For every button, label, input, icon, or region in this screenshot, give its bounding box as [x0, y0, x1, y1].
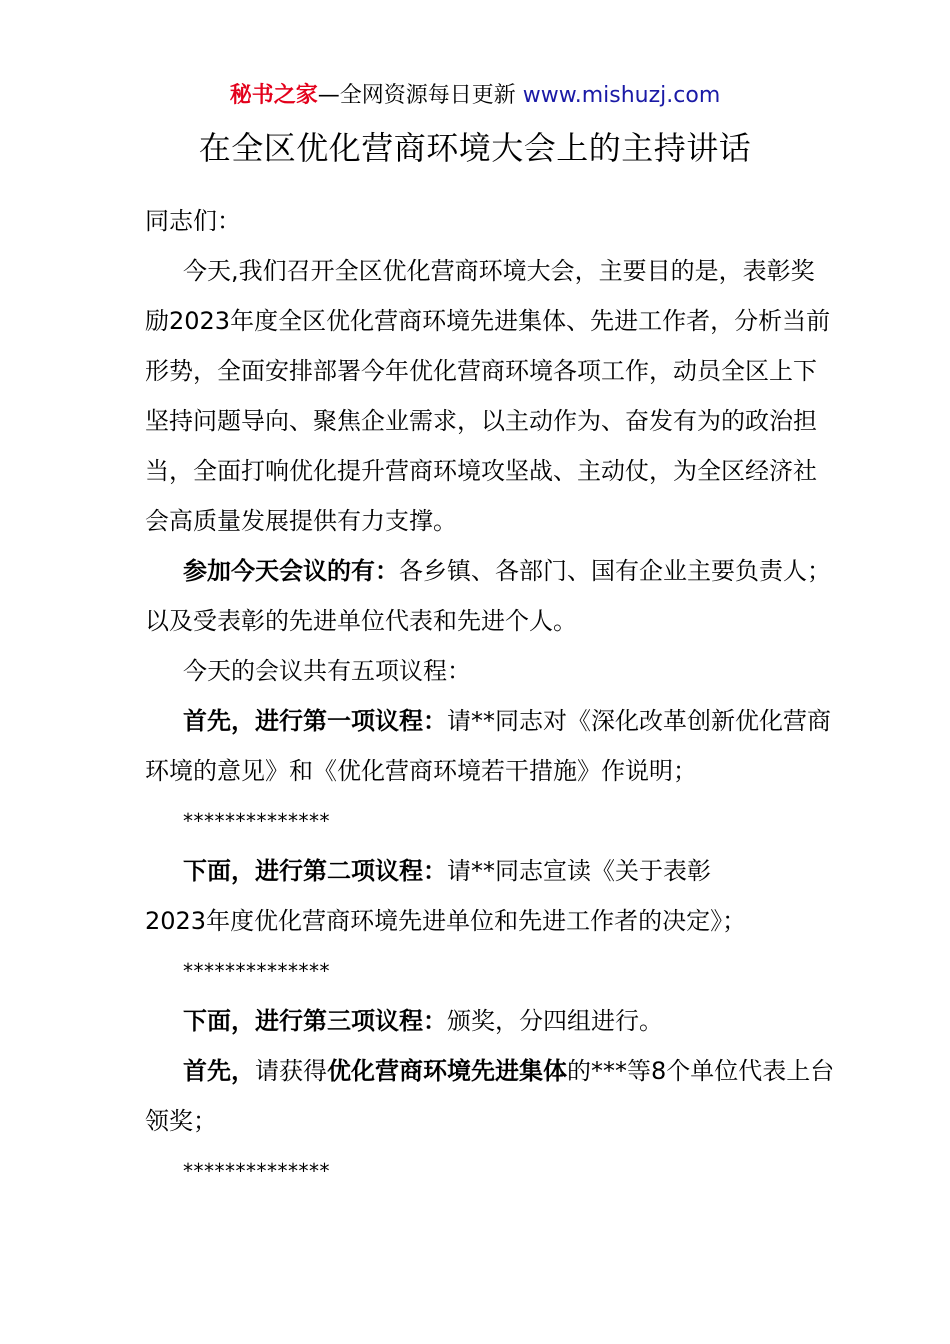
- group-1-bold: 优化营商环境先进集体: [327, 1057, 567, 1085]
- group-1-text-b: 的***等8个单位代表上台领奖；: [145, 1057, 835, 1135]
- paragraph-item-2-continued: 2023年度优化营商环境先进单位和先进工作者的决定》；: [145, 907, 747, 935]
- site-header: [0, 80, 950, 112]
- paragraph-intro: 今天,我们召开全区优化营商环境大会，主要目的是，表彰奖励2023年度全区优化营商环境先进集体、先进工作者，分析当前形势，全面安排部署今年优化营商环境各项工作，动员全区上下坚持问题导向、聚焦企业需求，以主动作为、奋发有为的政治担当，全面打响优化提升营商环境攻坚战、主动仗，为全区经济社会高质量发展提供有力支撑。: [145, 257, 831, 535]
- item-2-label: 下面，进行第二项议程：: [183, 857, 447, 885]
- separator-stars-1: **************: [183, 809, 330, 833]
- site-link[interactable]: www.mishuzj.com: [522, 83, 721, 108]
- item-2-text-line-1: 请**同志宣读《关于表彰: [447, 857, 711, 885]
- header-tagline: —全网资源每日更新: [317, 83, 523, 108]
- document-title: 在全区优化营商环境大会上的主持讲话: [198, 129, 752, 167]
- group-1-label: 首先，: [183, 1057, 255, 1085]
- salutation: 同志们：: [145, 207, 241, 235]
- item-1-label: 首先，进行第一项议程：: [183, 707, 447, 735]
- separator-stars-2: **************: [183, 959, 330, 983]
- attendees-text: 各乡镇、各部门、国有企业主要负责人；以及受表彰的先进单位代表和先进个人。: [145, 557, 831, 635]
- paragraph-agenda-intro: 今天的会议共有五项议程：: [183, 657, 471, 685]
- group-1-text-a: 请获得: [255, 1057, 327, 1085]
- brand-name: 秘书之家: [229, 83, 318, 108]
- paragraph-item-1: [145, 696, 835, 796]
- paragraph-item-2: [145, 846, 835, 896]
- item-3-label: 下面，进行第三项议程：: [183, 1007, 447, 1035]
- separator-stars-3: **************: [183, 1159, 330, 1183]
- paragraph-attendees: [145, 546, 835, 646]
- paragraph-group-1: [145, 1046, 835, 1146]
- document-body: [145, 196, 835, 1196]
- attendees-label: 参加今天会议的有：: [183, 557, 399, 585]
- item-3-text: 颁奖，分四组进行。: [447, 1007, 663, 1035]
- item-1-text: 请**同志对《深化改革创新优化营商环境的意见》和《优化营商环境若干措施》作说明；: [145, 707, 831, 785]
- paragraph-item-3: [145, 996, 835, 1046]
